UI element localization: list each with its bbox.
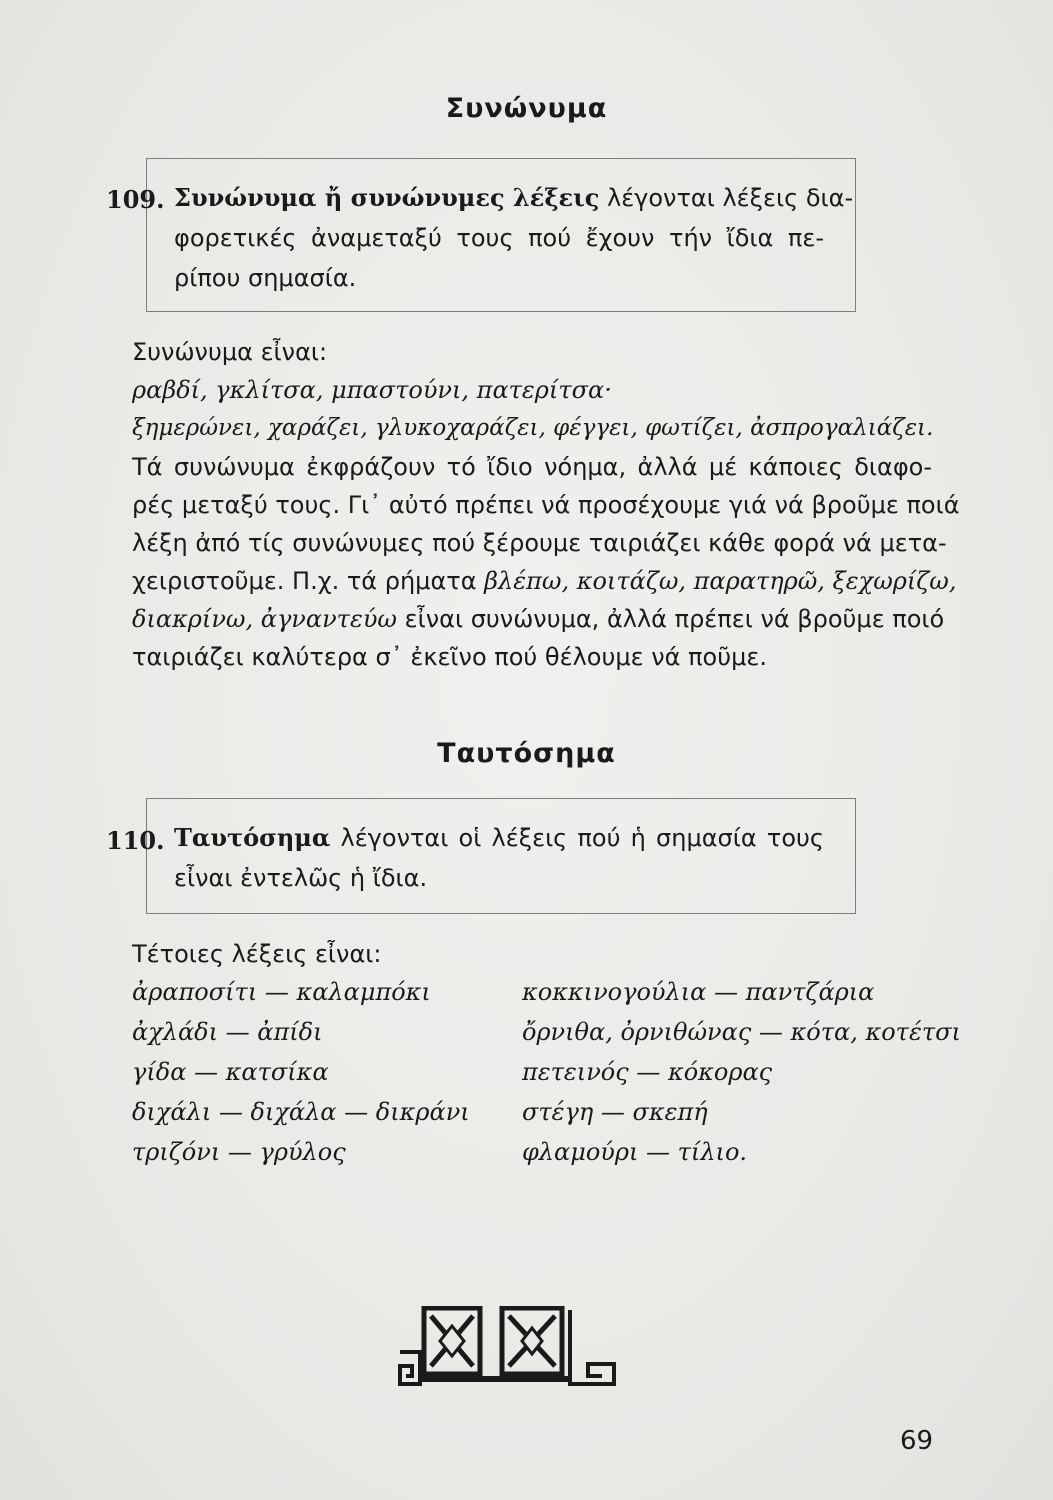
list-item: τριζόνι — γρύλος xyxy=(132,1138,346,1166)
section-title-identical: Ταυτόσημα xyxy=(437,738,616,769)
list-item: στέγη — σκεπή xyxy=(522,1098,708,1126)
definition-text-110: Ταυτόσημα λέγονται οἱ λέξεις πού ἡ σημασία τους εἶναι ἐντελῶς ἡ ἴδια. xyxy=(174,823,824,892)
synonyms-example-2: ξημερώνει, χαράζει, γλυκοχαράζει, φέγγει, φωτίζει, ἀσπρογαλιάζει. xyxy=(132,415,934,441)
list-item: ὄρνιθα, ὀρνιθώνας — κότα, κοτέτσι xyxy=(522,1018,961,1046)
synonyms-intro: Συνώνυμα εἶναι: xyxy=(132,338,328,366)
synonyms-example-1: ραβδί, γκλίτσα, μπαστούνι, πατερίτσα· xyxy=(132,376,612,404)
list-item: ἀχλάδι — ἀπίδι xyxy=(132,1018,323,1046)
section-title-synonyms: Συνώνυμα xyxy=(445,93,608,124)
rule-number-110: 110. xyxy=(106,826,165,855)
decorative-ornament-icon xyxy=(398,1306,618,1386)
list-item: διχάλι — διχάλα — δικράνι xyxy=(132,1098,470,1126)
list-item: φλαμούρι — τίλιο. xyxy=(522,1138,748,1166)
page-number: 69 xyxy=(900,1426,934,1456)
rule-number-109: 109. xyxy=(106,185,165,214)
list-item: γίδα — κατσίκα xyxy=(132,1058,329,1086)
list-item: ἀραποσίτι — καλαμπόκι xyxy=(132,978,431,1006)
identical-left-column xyxy=(132,972,470,1172)
list-item: πετεινός — κόκορας xyxy=(522,1058,773,1086)
definition-text-109: Συνώνυμα ἤ συνώνυμες λέξεις λέγονται λέξεις δια- φορετικές ἀναμεταξύ τους πού ἔχουν τήν ἴδια πε- ρίπου σημασία. xyxy=(174,183,854,292)
identical-intro: Τέτοιες λέξεις εἶναι: xyxy=(132,940,382,968)
list-item: κοκκινογούλια — παντζάρια xyxy=(522,978,875,1006)
identical-right-column xyxy=(522,972,961,1172)
synonyms-paragraph: Τά συνώνυμα ἐκφράζουν τό ἴδιο νόημα, ἀλλά μέ κάποιες διαφο- ρές μεταξύ τους. Γι᾽ αὐτό πρέπει νά προσέχουμε γιά νά βροῦμε ποιά λέξη ἀπό τίς συνώνυμες πού ξέρουμε ταιριάζει κάθε φορά νά μετα- χειριστοῦμε. Π.χ. τά ρήματα βλέπω, κοιτάζω, παρατηρῶ, ξεχωρίζω, διακρίνω, ἀγναντεύω εἶναι συνώνυμα, ἀλλά πρέπει νά βροῦμε ποιό ταιριάζει καλύτερα σ᾽ ἐκεῖνο πού θέλουμε νά ποῦμε. xyxy=(132,453,960,671)
definition-term-110: Ταυτόσημα xyxy=(174,823,331,852)
definition-term-109: Συνώνυμα ἤ συνώνυμες λέξεις xyxy=(174,183,600,212)
